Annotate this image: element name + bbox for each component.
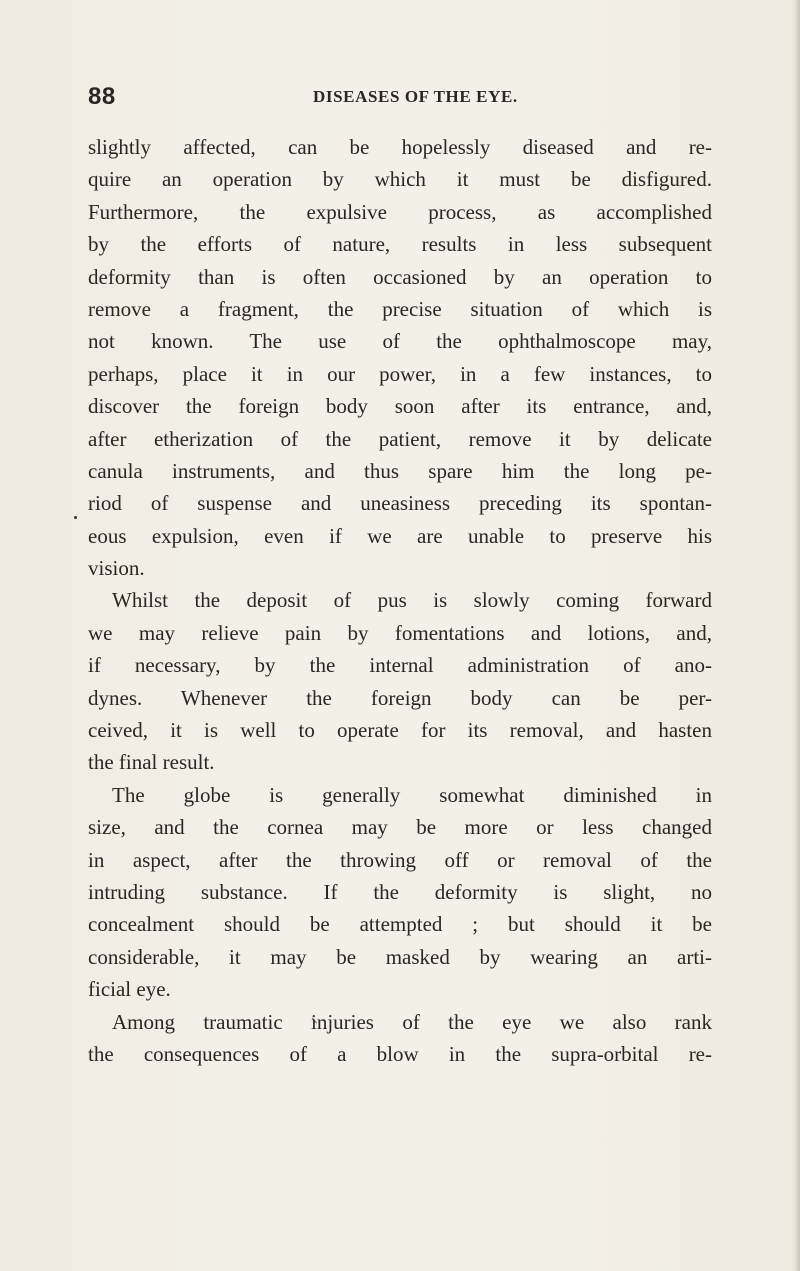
text-line: dynes. Whenever the foreign body can be per- (88, 685, 712, 710)
body-text (88, 131, 712, 1070)
text-line: slightly affected, can be hopelessly diseased and re- (88, 135, 712, 159)
text-line: deformity than is often occasioned by an operation to (88, 264, 712, 289)
text-line: in aspect, after the throwing off or removal of the (88, 847, 712, 872)
text-line: discover the foreign body soon after its entrance, and, (88, 394, 712, 419)
text-line: the consequences of a blow in the supra-orbital re- (88, 1041, 712, 1066)
text-line: we may relieve pain by fomentations and lotions, and, (88, 620, 712, 645)
page-number: 88 (88, 83, 116, 110)
text-line: size, and the cornea may be more or less changed (88, 815, 712, 840)
text-line: Furthermore, the expulsive process, as accomplished (88, 199, 712, 224)
text-line: The globe is generally somewhat diminished in (112, 782, 712, 807)
text-line: intruding substance. If the deformity is slight, no (88, 879, 712, 904)
text-line: Whilst the deposit of pus is slowly coming forward (112, 588, 712, 613)
text-line: canula instruments, and thus spare him the long pe- (88, 458, 712, 483)
text-line: Among traumatic injuries of the eye we also rank (112, 1009, 712, 1034)
text-line: considerable, it may be masked by wearing an arti- (88, 944, 712, 969)
running-head: DISEASES OF THE EYE. (313, 87, 518, 106)
text-line: concealment should be attempted ; but should it be (88, 912, 712, 937)
page-edge-shadow (794, 0, 800, 1271)
text-line: vision. (88, 556, 145, 581)
text-line: remove a fragment, the precise situation of which is (88, 296, 712, 321)
text-line: quire an operation by which it must be disfigured. (88, 167, 712, 192)
text-line: ficial eye. (88, 977, 171, 1002)
text-line: not known. The use of the ophthalmoscope may, (88, 329, 712, 354)
text-line: perhaps, place it in our power, in a few instances, to (88, 361, 712, 386)
text-line: if necessary, by the internal administration of ano- (88, 653, 712, 678)
text-line: ceived, it is well to operate for its removal, and hasten (88, 718, 712, 743)
text-line: by the efforts of nature, results in less subsequent (88, 232, 712, 257)
text-line: the final result. (88, 750, 215, 775)
text-line: after etherization of the patient, remove it by delicate (88, 426, 712, 451)
page-header (88, 83, 708, 113)
margin-mark (74, 516, 77, 519)
text-line: riod of suspense and uneasiness preceding its spontan- (88, 491, 712, 516)
text-line: eous expulsion, even if we are unable to preserve his (88, 523, 712, 548)
